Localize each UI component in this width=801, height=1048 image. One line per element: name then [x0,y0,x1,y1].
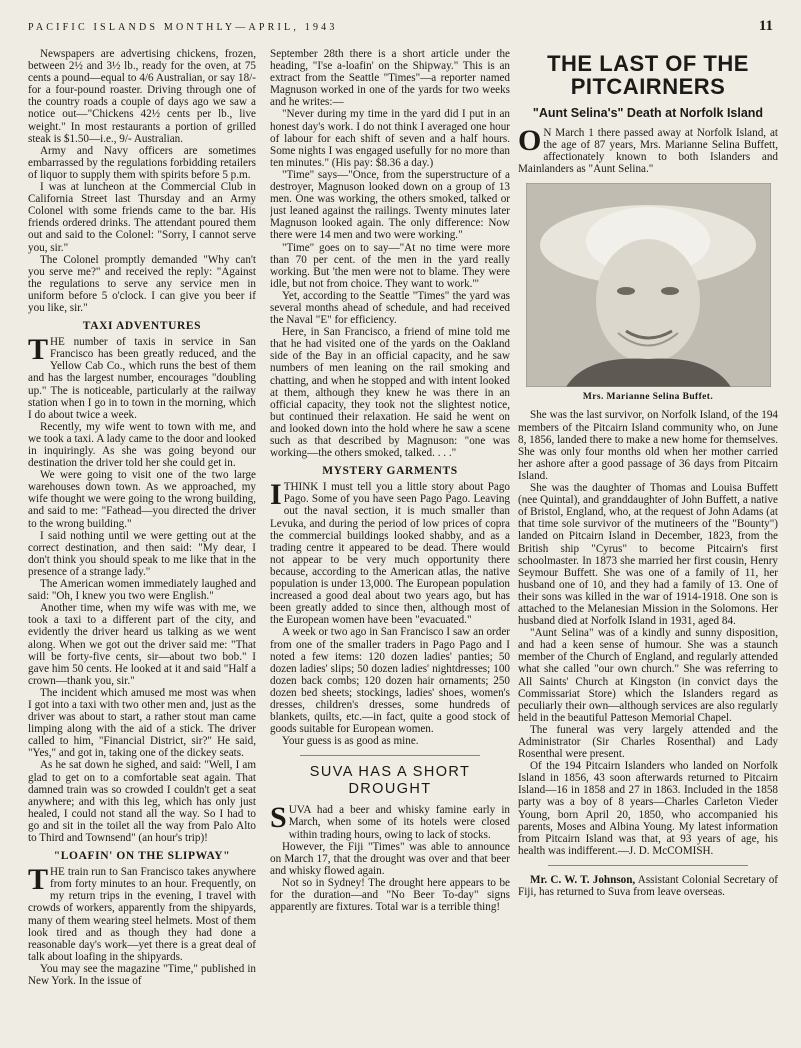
paragraph: Here, in San Francisco, a friend of mine told me that he had visited one of the yards on the Oakland side of the Bay in an official capacity, and he saw numbers of men leaning on the rail smoking and chatting, and when he stopped and with intent looked at them, although they knew he was there in an official capacity, they took not the slightest notice, but continued their relaxation. He said he went on and looked down into the hold where he saw a scene such as that described by Magnuson: "one was working—the others smoked, talked. . . ." [270,326,510,460]
paragraph: You may see the magazine "Time," published in New York. In the issue of [28,962,256,988]
paragraph: "Aunt Selina" was of a kindly and sunny disposition, and had a keen sense of humour. She was a staunch member of the Church of England, and regularly attended what she called "our own church." She was referring to All Saints' Church at Kingston (in convict days the Commissariat Store) which the Islanders regard as peculiarly their own—although services are also regularly held in the beautiful Patteson Memorial Chapel. [518,627,778,724]
paragraph: "Time" says—"Once, from the superstructure of a destroyer, Magnuson looked down on a group of 13 men. One was working, the others smoked, talked or just leaned against the railings. Twenty minutes later Magnuson looked again. The only difference: Now there were 14 men and two were working." [270,168,510,242]
running-head: PACIFIC ISLANDS MONTHLY—APRIL, 1943 [28,22,338,33]
paragraph: SUVA had a beer and whisky famine early in March, when some of its hotels were closed within trading hours, owing to lack of stocks. [270,801,510,841]
column-left [28,48,256,1038]
column-middle [270,48,510,1038]
section-heading-taxi: TAXI ADVENTURES [82,320,202,333]
paragraph: She was the daughter of Thomas and Louisa Buffett (nee Quintal), and granddaughter of John Buffett, a native of Bristol, England, who, at the request of John Adams (at that time sole survivor of the mutineers of the "Bounty") landed on Pitcairn Island in December, 1823, from the British ship "Cyrus" to become Pitcairn's first schoolmaster. In 1873 she married her first cousin, Henry Seymour Buffett. She was one of a family of 11, her husband one of 10, and they had a family of 13. One of their sons was killed in the war of 1914-1918. One son is attached to the Melanesian Mission in the Solomons. Her husband died at Norfolk Island in 1931, aged 84. [518,482,778,628]
section-heading-suva: SUVA HAS A SHORT DROUGHT [309,764,471,798]
paragraph: Newspapers are advertising chickens, frozen, between 2½ and 3½ lb., ready for the oven, at 75 cents a pound—equal to 4/6 Australian, or say 18/- for a four-pound roaster. Driving through one of the country roads a couple of days ago we saw a notice out—"Chickens 42½ cents per lb., live weight." In most restaurants a portion of grilled steak is $1.50—i.e., 9/- Australian. [28,48,256,145]
paragraph: Not so in Sydney! The drought here appears to be for the duration—and "No Beer To-day" signs apparently are fixtures. Total war is a terrible thing! [270,876,510,914]
paragraph: I was at luncheon at the Commercial Club in California Street last Thursday and an Army Colonel with some friends came to the bar. His friends ordered drinks. The attendant poured them out and said to the Colonel: "Sorry, I cannot serve you, sir." [28,181,256,254]
paragraph: The American women immediately laughed and said: "Oh, I knew you two were English." [28,578,256,603]
divider [548,865,748,866]
paragraph-johnson [518,874,778,898]
article-subtitle: "Aunt Selina's" Death at Norfolk Island [532,106,764,120]
portrait-photo [526,183,771,387]
paragraph: Recently, my wife went to town with me, and we took a taxi. A lady came to the door and looked in inquiringly. As she was going beyond our destination the driver told her she could get in. [28,420,256,470]
paragraph: "Time" goes on to say—"At no time were more than 70 per cent. of the men in the yard really working. But 'the men were not to blame. They were idle, but not from choice. They want to work.'" [270,241,510,290]
paragraph: ITHINK I must tell you a little story about Pago Pago. Some of you have seen Pago Pago. Leaving out the naval section, it is much smaller than Levuka, and during the period of low prices of copra the commercial buildings looked shabby, and as a trading centre it appeared to be dead. There would not appear to be very much opportunity there because, according to the American atlas, the native population is under 13,000. The European population increased a good deal about two years ago, but has been greatly added to since then, although most of the European women have been "evacuated." [270,478,510,627]
divider [300,755,480,756]
page-number: 11 [758,18,773,34]
page-header [28,18,773,38]
article-title: THE LAST OF THE PITCAIRNERS [547,51,749,99]
column-right [518,48,778,1038]
paragraph: Your guess is as good as mine. [282,735,419,748]
section-heading-slipway: "LOAFIN' ON THE SLIPWAY" [53,850,231,863]
paragraph: "Never during my time in the yard did I put in an honest day's work. I do not think I averaged one hour of labour for each shift of seven and a half hours. Some nights I was engaged usefully for no more than ten minutes." (His pay: $8.36 a day.) [270,108,510,169]
paragraph: September 28th there is a short article under the heading, "I'se a-loafin' on the Shipway." This is an extract from the Seattle "Times"—a reporter named Magnuson worked in one of the yards for two weeks and he writes:— [270,48,510,109]
paragraph: However, the Fiji "Times" was able to announce on March 17, that the drought was over and that beer and whisky flowed again. [270,840,510,877]
paragraph: She was the last survivor, on Norfolk Island, of the 194 members of the Pitcairn Island community who, on June 8, 1856, landed there to make a new home for themselves. She was only four months old when her mother carried her ashore after a good passage of 36 days from Pitcairn Island. [518,409,778,482]
paragraph: The incident which amused me most was when I got into a taxi with two other men and, just as the driver was about to start, a rather stout man came limping along with the aid of a stick. The driver called to him, "Financial District, sir?" He said, "Yes," and got in, taking one of the dickey seats. [28,686,256,760]
section-heading-mystery: MYSTERY GARMENTS [322,465,458,478]
paragraph: THE train run to San Francisco takes anywhere from forty minutes to an hour. Frequently, on my return trips in the evening, I travel with crowds of workers, apparently from the shipyards, many of them wearing steel helmets. Most of them look tired and as though they had done a reasonable day's work—yet there is a great deal of talk about loafing in the shipyards. [28,863,256,963]
photo-caption: Mrs. Marianne Selina Buffet. [582,392,714,403]
paragraph: I said nothing until we were getting out at the correct destination, and then said: "My dear, I don't think you should speak to me like that in the presence of a strange lady." [28,529,256,578]
paragraph: Of the 194 Pitcairn Islanders who landed on Norfolk Island in 1856, 43 soon afterwards returned to Pitcairn Island—16 in 1858 and 27 in 1863. Included in the 1858 party was a boy of 8 years—Charles Carleton Vieder Young, born April 20, 1850, who accompanied his parents, Moses and Albina Young. My latest information from Pitcairn Island was that, at 93 years of age, his health was indifferent.—J. D. McCOMISH. [518,760,778,857]
paragraph: A week or two ago in San Francisco I saw an order from one of the smaller traders in Pago Pago and I noted a few items: 120 dozen ladies' panties; 50 dozen ladies' slips; 50 dozen ladies' nightdresses; 100 dozen back combs; 120 dozen hair ornaments; 250 dozen bed sheets; stockings, ladies' shoes, women's dresses, children's dresses, some hundreds of blankets, quilts, etc.—in fact, quite a good stock of goods suitable for European women. [270,626,510,736]
paragraph: The Colonel promptly demanded "Why can't you serve me?" and received the reply: "Against the regulations to serve any service men in uniform before 5 o'clock. I can give you beer if you like, sir." [28,253,256,314]
paragraph: Yet, according to the Seattle "Times" the yard was several months ahead of schedule, and had received the Naval "E" for efficiency. [270,289,510,327]
paragraph: Another time, when my wife was with me, we took a taxi to a different part of the city, and evidently the driver heard us talking as we went along. When we got out the driver said me: "That will be forty-five cents, sir—about two bob." I gave him 50 cents. He looked at it and said "Half a crown—thank you, sir." [28,602,256,687]
paragraph: ON March 1 there passed away at Norfolk Island, at the age of 87 years, Mrs. Marianne Selina Buffett, affectionately known to both Islanders and Mainlanders as "Aunt Selina." [518,124,778,176]
paragraph: The funeral was very largely attended and the Administrator (Sir Charles Rosenthal) and Lady Rosenthal were present. [518,723,778,761]
paragraph: We were going to visit one of the two large warehouses down town. As we approached, my wife thought we were going to the wrong building, and said to me: "Fathead—you directed the driver to the wrong building." [28,469,256,530]
paragraph: Army and Navy officers are sometimes embarrassed by the regulations forbidding retailers of liquor to supply them with spirits before 5 p.m. [28,144,256,181]
paragraph: As he sat down he sighed, and said: "Well, I am glad to get on to a comfortable seat again. That damned train was so crowded I couldn't get a seat anywhere; and with this leg, which has only just healed, I could not stand all the way. So I had to go and sit in the toilet all the way from Palo Alto to Third and Townsend" (an hour's trip)! [28,759,256,844]
johnson-name: Mr. C. W. T. Johnson, [530,873,636,886]
johnson-text: Assistant Colonial Secretary of Fiji, has returned to Suva from leave overseas. [518,873,778,899]
paragraph: THE number of taxis in service in San Francisco has been greatly reduced, and the Yellow Cab Co., which runs the best of them and has the largest number, encourages "doubling up." The is noticeable, particularly at the railway station when I go in to town in the morning, which I do about twice a week. [28,333,256,421]
